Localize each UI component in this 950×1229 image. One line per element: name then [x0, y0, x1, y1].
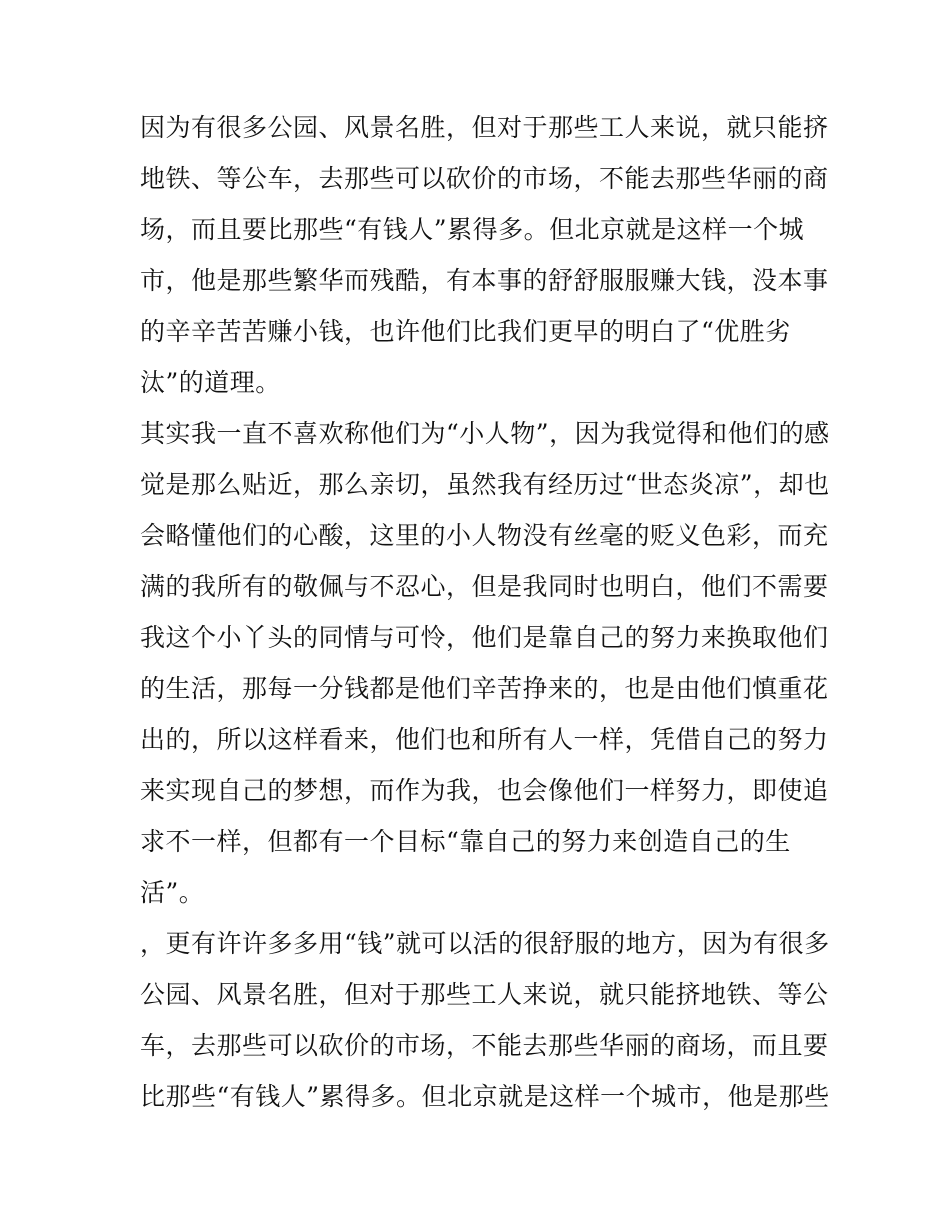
text-line-16: 活”。 — [140, 878, 205, 907]
text-line-7: 其实我一直不喜欢称他们为“小人物”，因为我觉得和他们的感 — [140, 419, 830, 448]
text-line-4: 市，他是那些繁华而残酷，有本事的舒舒服服赚大钱，没本事 — [140, 266, 829, 295]
text-line-20: 比那些“有钱人”累得多。但北京就是这样一个城市，他是那些 — [140, 1082, 830, 1111]
text-line-10: 满的我所有的敬佩与不忍心，但是我同时也明白，他们不需要 — [140, 572, 829, 601]
text-line-1: 因为有很多公园、风景名胜，但对于那些工人来说，就只能挤 — [140, 113, 829, 142]
text-line-9: 会略懂他们的心酸，这里的小人物没有丝毫的贬义色彩，而充 — [140, 521, 829, 550]
text-line-11: 我这个小丫头的同情与可怜，他们是靠自己的努力来换取他们 — [140, 623, 829, 652]
text-line-2: 地铁、等公车，去那些可以砍价的市场，不能去那些华丽的商 — [140, 164, 829, 193]
text-line-14: 来实现自己的梦想，而作为我，也会像他们一样努力，即使追 — [140, 776, 829, 805]
text-line-6: 汰”的道理。 — [140, 368, 281, 397]
text-line-3: 场，而且要比那些“有钱人”累得多。但北京就是这样一个城 — [140, 215, 805, 244]
text-line-5: 的辛辛苦苦赚小钱，也许他们比我们更早的明白了“优胜劣 — [140, 317, 791, 346]
text-line-12: 的生活，那每一分钱都是他们辛苦挣来的，也是由他们慎重花 — [140, 674, 829, 703]
text-line-13: 出的，所以这样看来，他们也和所有人一样，凭借自己的努力 — [140, 725, 829, 754]
text-line-8: 觉是那么贴近，那么亲切，虽然我有经历过“世态炎凉”，却也 — [140, 470, 830, 499]
text-line-17: ，更有许许多多用“钱”就可以活的很舒服的地方，因为有很多 — [140, 929, 830, 958]
text-line-18: 公园、风景名胜，但对于那些工人来说，就只能挤地铁、等公 — [140, 980, 829, 1009]
text-line-19: 车，去那些可以砍价的市场，不能去那些华丽的商场，而且要 — [140, 1031, 829, 1060]
text-line-15: 求不一样，但都有一个目标“靠自己的努力来创造自己的生 — [140, 827, 791, 856]
